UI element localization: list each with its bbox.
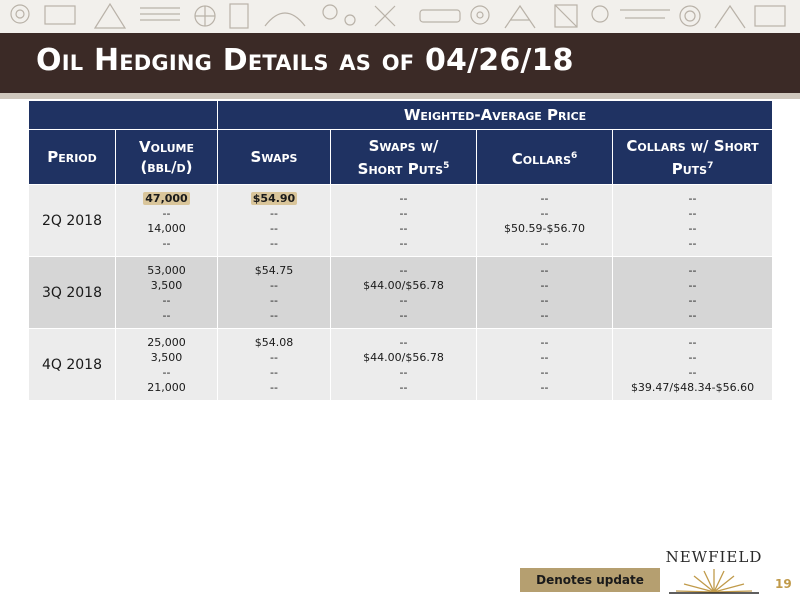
col-header-collars-short-puts-line2: Puts [671,159,708,178]
volume-line: 53,000 [147,263,186,277]
swaps-line: -- [270,365,278,379]
collars-short-puts-line: -- [688,350,697,364]
col-header-swaps-short-puts-line2: Short Puts [357,159,444,178]
volume-cell [116,257,218,329]
swaps-short-puts-line: $44.00/$56.78 [363,350,444,364]
volume-line: -- [162,365,171,379]
collars-short-puts-line: $39.47/$48.34-$56.60 [630,380,755,394]
updated-value-highlight: $54.90 [252,191,296,205]
swaps-line: -- [270,350,278,364]
collars-cell [477,257,613,329]
decorative-header-illustration [0,0,800,33]
collars-short-puts-line: -- [688,191,697,205]
denotes-update-legend: Denotes update [520,568,660,592]
table-group-header-row [29,101,773,130]
collars-short-puts-cell [613,329,773,401]
swaps-short-puts-cell [331,329,477,401]
newfield-logo [664,548,764,598]
volume-line: -- [162,206,171,220]
collars-line: -- [540,278,549,292]
col-header-swaps-short-puts [331,130,477,185]
collars-line: -- [540,263,549,277]
col-header-volume [116,130,218,185]
collars-short-puts-line: -- [688,221,697,235]
collars-short-puts-line: -- [688,308,697,322]
collars-short-puts-line: -- [688,206,697,220]
col-header-swaps: Swaps [218,130,331,185]
col-header-volume-line2: (bbl/d) [140,158,193,176]
footnote-ref-7: 7 [707,160,714,171]
logo-wordmark: NEWFIELD [665,548,763,566]
collars-short-puts-line: -- [688,335,697,349]
swaps-short-puts-cell [331,257,477,329]
table-row [29,257,773,329]
swaps-short-puts-line: -- [399,380,408,394]
swaps-short-puts-cell [331,185,477,257]
swaps-line: $54.75 [254,263,294,277]
volume-line: -- [162,293,171,307]
page-title [36,36,574,86]
swaps-cell [218,257,331,329]
swaps-line: -- [270,293,278,307]
swaps-cell [218,329,331,401]
swaps-short-puts-line: -- [399,221,408,235]
swaps-cell [218,185,331,257]
collars-line: -- [540,380,549,394]
collars-short-puts-line: -- [688,365,697,379]
swaps-short-puts-line: -- [399,308,408,322]
collars-short-puts-line: -- [688,293,697,307]
collars-short-puts-line: -- [688,263,697,277]
period-cell: 4Q 2018 [29,329,116,401]
swaps-line: -- [270,308,278,322]
collars-line: -- [540,335,549,349]
group-header-empty [29,101,218,130]
collars-line: -- [540,206,549,220]
volume-line: 25,000 [147,335,186,349]
footnote-ref-5: 5 [443,160,450,171]
col-header-period: Period [29,130,116,185]
col-header-collars-label: Collars [511,149,572,168]
swaps-line: $54.08 [254,335,294,349]
col-header-volume-line1: Volume [139,138,194,156]
swaps-line: -- [270,221,278,235]
collars-line: -- [540,293,549,307]
swaps-short-puts-line: -- [399,365,408,379]
swaps-short-puts-line: $44.00/$56.78 [363,278,444,292]
collars-line: -- [540,191,549,205]
swaps-line: -- [270,206,278,220]
footnote-ref-6: 6 [571,150,578,161]
swaps-line: -- [270,278,278,292]
volume-line: 14,000 [147,221,186,235]
swaps-short-puts-line: -- [399,335,408,349]
page-title-text: Oil Hedging Details as of [36,43,415,78]
collars-short-puts-cell [613,185,773,257]
col-header-collars-short-puts [613,130,773,185]
period-cell: 3Q 2018 [29,257,116,329]
col-header-collars-short-puts-line1: Collars w/ Short [626,136,759,155]
table-row [29,329,773,401]
collars-line: -- [540,308,549,322]
swaps-line: -- [270,380,278,394]
swaps-short-puts-line: -- [399,191,408,205]
volume-cell [116,329,218,401]
collars-cell [477,329,613,401]
collars-short-puts-line: -- [688,278,697,292]
table-column-header-row [29,130,773,185]
period-cell: 2Q 2018 [29,185,116,257]
oil-hedging-table [28,100,773,401]
collars-line: -- [540,365,549,379]
volume-line: -- [162,308,171,322]
group-header-weighted-average-price: Weighted-Average Price [218,101,773,130]
page-title-date: 04/26/18 [424,43,574,78]
sunburst-icon [664,566,764,594]
volume-line: 3,500 [150,278,183,292]
table-row [29,185,773,257]
volume-line: -- [162,236,171,250]
collars-line: $50.59-$56.70 [504,221,585,235]
collars-cell [477,185,613,257]
collars-line: -- [540,236,549,250]
col-header-collars [477,130,613,185]
col-header-swaps-short-puts-line1: Swaps w/ [368,136,439,155]
volume-line: 3,500 [150,350,183,364]
swaps-line: -- [270,236,278,250]
collars-short-puts-cell [613,257,773,329]
swaps-short-puts-line: -- [399,206,408,220]
collars-line: -- [540,350,549,364]
volume-line: 21,000 [147,380,186,394]
collars-short-puts-line: -- [688,236,697,250]
volume-cell [116,185,218,257]
updated-value-highlight: 47,000 [145,191,188,205]
swaps-short-puts-line: -- [399,263,408,277]
page-number: 19 [775,577,792,591]
swaps-short-puts-line: -- [399,293,408,307]
swaps-short-puts-line: -- [399,236,408,250]
